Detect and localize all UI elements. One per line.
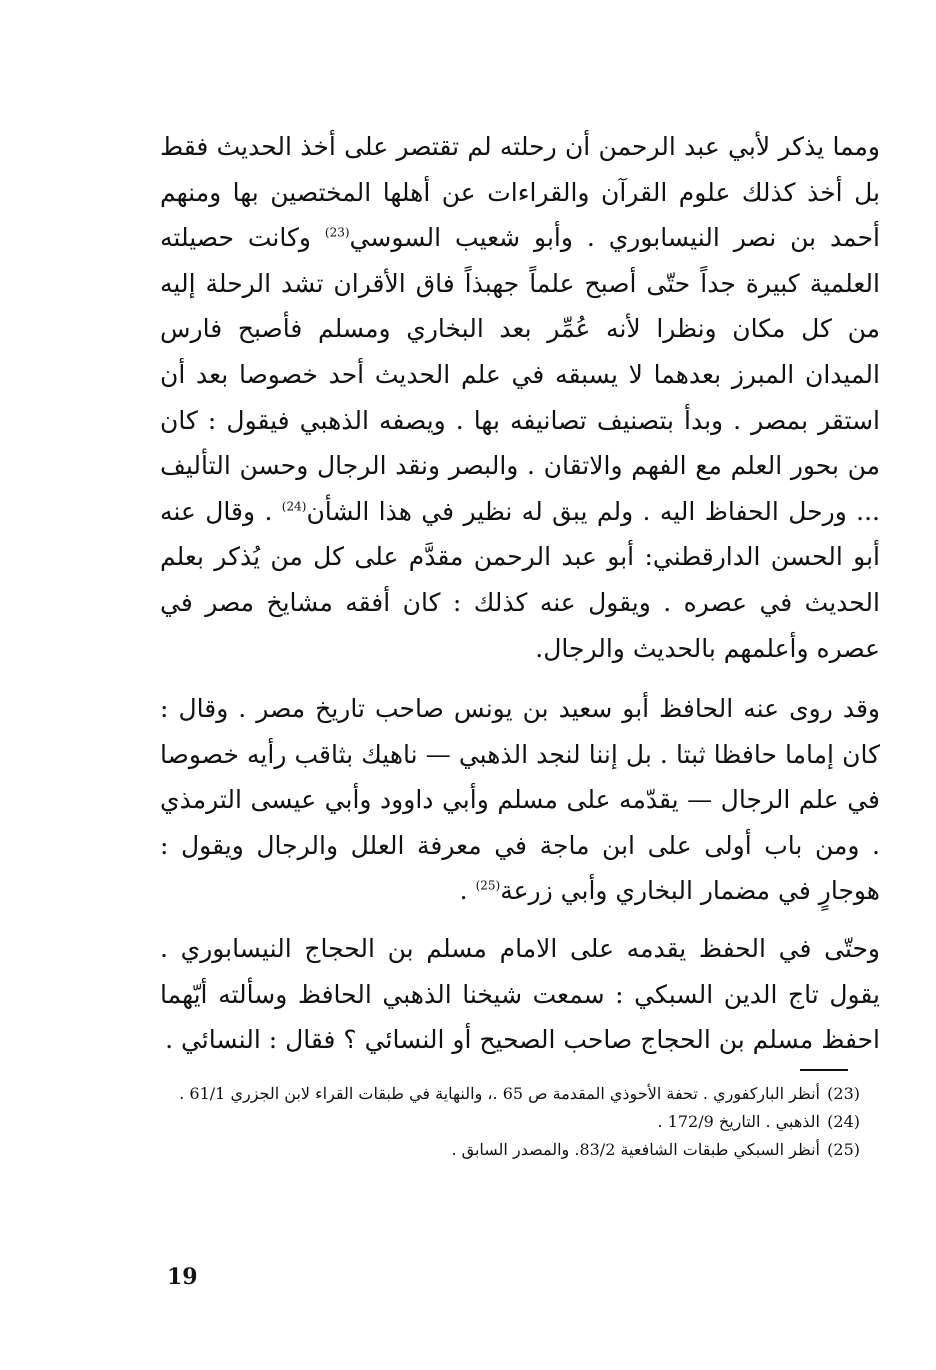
paragraph-1-text	[160, 124, 880, 671]
paragraph-1	[160, 124, 880, 671]
p1-text-b: وكانت حصيلته العلمية كبيرة جداً حتّى أصبح علماً جهبذاً فاق الأقران تشد الرحلة إليه من كل مكان ونظرا لأنه عُمِّر بعد البخاري ومسلم فأصبح فارس الميدان المبرز بعدهما لا يسبقه في علم الحديث أحد خصوصا بعد أن استقر بمصر . وبدأ بتصنيف تصانيفه بها . ويصفه الذهبي فيقول : كان من بحور العلم مع الفهم والاتقان . والبصر ونقد الرجال وحسن التأليف ... ورحل الحفاظ اليه . ولم يبق له نظير في هذا الشأن	[160, 223, 881, 526]
footnote-ref-24: (24)	[281, 499, 307, 514]
footnotes	[160, 1080, 860, 1164]
footnote-text: الذهبي . التاريخ 172/9 .	[657, 1112, 820, 1131]
p2-text-b: .	[459, 876, 468, 906]
footnote-text: أنظر السبكي طبقات الشافعية 83/2. والمصدر السابق .	[451, 1140, 820, 1159]
p1-text-a: ومما يذكر لأبي عبد الرحمن أن رحلته لم تقتصر على أخذ الحديث فقط بل أخذ كذلك علوم القرآن والقراءات عن أهلها المختصين بها ومنهم أحمد بن نصر النيسابوري . وأبو شعيب السوسي	[160, 132, 880, 253]
p1-text-c: . وقال عنه أبو الحسن الدارقطني: أبو عبد الرحمن مقدَّم على كل من يُذكر بعلم الحديث في عصره . ويقول عنه كذلك : كان أفقه مشايخ مصر في عصره وأعلمهم بالحديث والرجال.	[160, 496, 880, 663]
footnote-23	[160, 1080, 860, 1108]
footnote-25	[160, 1136, 860, 1164]
footnote-ref-23: (23)	[324, 225, 350, 240]
paragraph-3	[160, 926, 880, 1063]
footnote-number: (23)	[827, 1084, 860, 1103]
p2-text-a: وقد روى عنه الحافظ أبو سعيد بن يونس صاحب تاريخ مصر . وقال : كان إماما حافظا ثبتا . بل إننا لنجد الذهبي — ناهيك بثاقب رأيه خصوصا في علم الرجال — يقدّمه على مسلم وأبي داوود وأبي عيسى الترمذي . ومن باب أولى على ابن ماجة في معرفة العلل والرجال ويقول : هوجارٍ في مضمار البخاري وأبي زرعة	[160, 694, 880, 906]
footnote-text: أنظر الباركفوري . تحفة الأحوذي المقدمة ص 65 .، والنهاية في طبقات القراء لابن الجزري 61/1 .	[179, 1084, 820, 1103]
paragraph-2	[160, 686, 880, 914]
footnote-24	[160, 1108, 860, 1136]
paragraph-2-text	[160, 686, 880, 914]
footnote-ref-25: (25)	[475, 879, 501, 894]
footnote-number: (24)	[827, 1112, 860, 1131]
footnote-number: (25)	[827, 1140, 860, 1159]
page-number: 19	[167, 1264, 198, 1290]
paragraph-3-text: وحتّى في الحفظ يقدمه على الامام مسلم بن الحجاج النيسابوري . يقول تاج الدين السبكي : سمعت شيخنا الذهبي الحافظ وسألته أيّهما احفظ مسلم بن الحجاج صاحب الصحيح أو النسائي ؟ فقال : النسائي .	[160, 934, 880, 1055]
footnote-separator	[800, 1069, 848, 1071]
